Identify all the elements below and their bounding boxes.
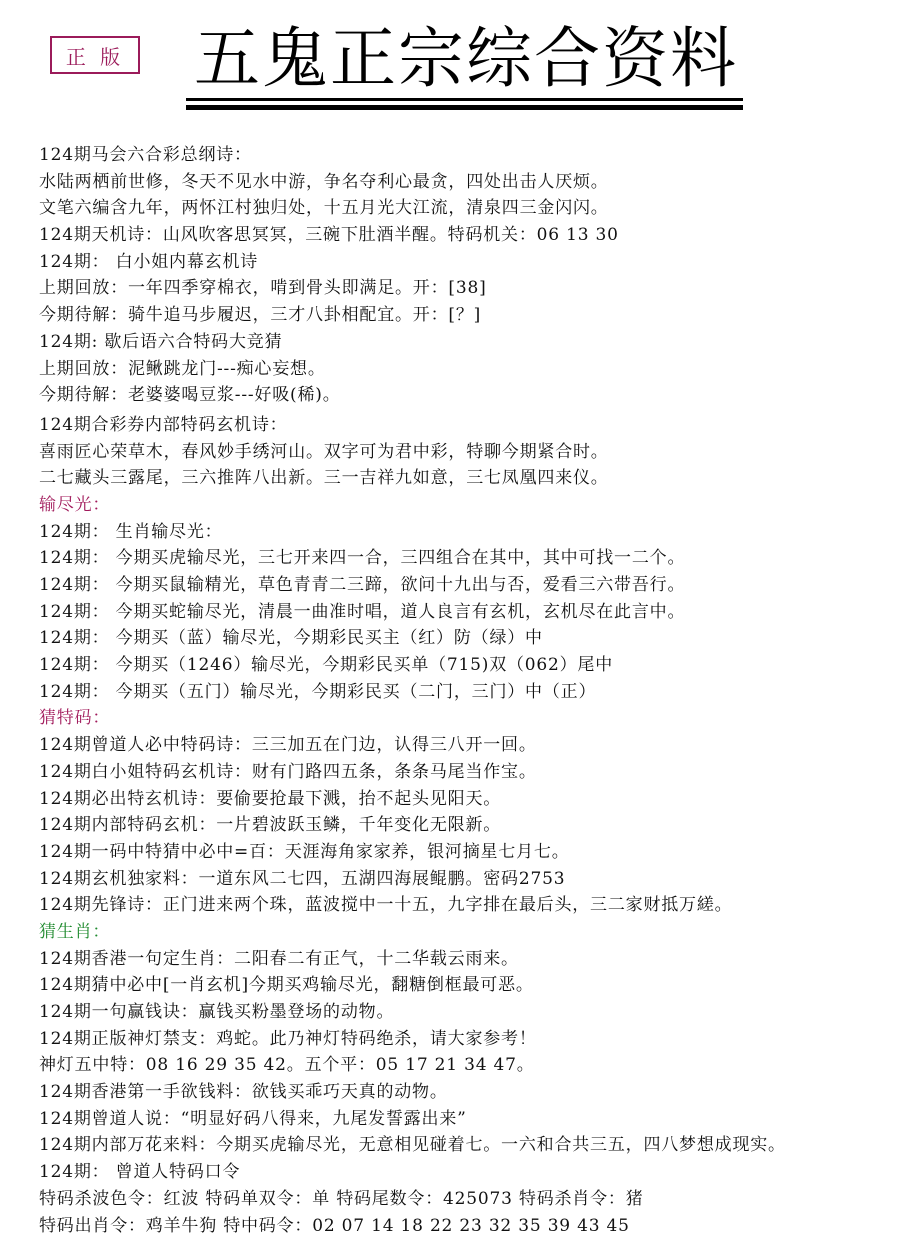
text-line: 特码杀波色令：红波 特码单双令：单 特码尾数令：425073 特码杀肖令：猪 [39,1188,644,1209]
text-line: 124期： 曾道人特码口令 [39,1162,241,1183]
text-line: 124期合彩券内部特码玄机诗： [39,414,288,435]
section-heading-guess-zodiac: 猜生肖： [39,921,111,942]
text-line: 124期一句赢钱诀：赢钱买粉墨登场的动物。 [39,1002,395,1022]
text-line: 124期内部万花来料：今期买虎输尽光，无意相见碰着七。一六和合共三五，四八梦想成现实。 [39,1135,786,1156]
text-line: 124期： 今期买（1246）输尽光，今期彩民买单（715)双（062）尾中 [39,655,614,676]
document-body [39,142,889,1239]
text-line: 二七藏头三露尾，三六推阵八出新。三一吉祥九如意，三七凤凰四来仪。 [39,468,609,489]
section-heading-lose-all: 输尽光： [39,494,111,515]
text-line: 124期： 生肖输尽光： [39,521,223,542]
text-line: 124期： 今期买（五门）输尽光，今期彩民买（二门，三门）中（正） [39,681,597,702]
text-line: 124期一码中特猜中必中=百：天涯海角家家养，银河摘星七月七。 [39,841,570,862]
page-title: 五鬼正宗综合资料 [194,20,738,97]
text-line: 今期待解：老婆婆喝豆浆---好吸(稀)。 [39,385,341,406]
text-line: 124期正版神灯禁支：鸡蛇。此乃神灯特码绝杀，请大家参考！ [39,1028,537,1049]
text-line: 124期： 今期买蛇输尽光，清晨一曲准时唱，道人良言有玄机，玄机尽在此言中。 [39,601,686,622]
text-line: 124期天机诗：山风吹客思冥冥，三碗下肚酒半醒。特码机关：06 13 30 [39,225,619,246]
text-line: 124期曾道人必中特码诗：三三加五在门边，认得三八开一回。 [39,735,537,756]
text-line: 水陆两栖前世修，冬天不见水中游，争名夺利心最贪，四处出击人厌烦。 [39,171,609,192]
title-underline-thick [186,105,743,110]
text-line: 124期： 今期买（蓝）输尽光，今期彩民买主（红）防（绿）中 [39,628,543,649]
text-line: 124期猜中必中[一肖玄机]今期买鸡输尽光，翻糖倒框最可恶。 [39,975,534,996]
text-line: 今期待解：骑牛追马步履迟，三才八卦相配宜。开：[？] [39,305,482,326]
text-line: 124期曾道人说：“明显好码八得来，九尾发誓露出来” [39,1108,467,1129]
text-line: 上期回放：一年四季穿棉衣，啃到骨头即满足。开：[38] [39,278,487,299]
text-line: 124期： 白小姐内幕玄机诗 [39,251,259,272]
section-heading-guess-code: 猜特码： [39,708,111,729]
text-line: 上期回放：泥鳅跳龙门---痴心妄想。 [39,358,326,379]
text-line: 喜雨匠心荣草木，春风妙手绣河山。双字可为君中彩，特聊今期紧合时。 [39,441,609,462]
text-line: 124期先锋诗：正门进来两个珠，蓝波搅中一十五，九字排在最后头，三二家财抵万縒。 [39,895,733,916]
text-line: 124期必出特玄机诗：要偷要抢最下溅，抬不起头见阳天。 [39,788,502,809]
text-line: 124期玄机独家料：一道东风二七四，五湖四海展鲲鹏。密码2753 [39,868,566,889]
text-line: 文笔六编含九年，两怀江村独归处，十五月光大江流，清泉四三金闪闪。 [39,198,609,219]
text-line: 特码出肖令：鸡羊牛狗 特中码令：02 07 14 18 22 23 32 35 39 43 45 [39,1215,630,1236]
text-line: 124期白小姐特码玄机诗：财有门路四五条，条条马尾当作宝。 [39,761,537,782]
text-line: 124期香港一句定生肖：二阳春二有正气，十二华载云雨来。 [39,948,519,969]
text-line: 神灯五中特：08 16 29 35 42。五个平：05 17 21 34 47。 [39,1055,535,1076]
text-line: 124期内部特码玄机：一片碧波跃玉鳞，千年变化无限新。 [39,815,502,836]
text-line: 124期： 今期买虎输尽光，三七开来四一合，三四组合在其中，其中可找一二个。 [39,548,686,569]
text-line: 124期: 歇后语六合特码大竞猜 [39,331,283,352]
text-line: 124期马会六合彩总纲诗： [39,145,252,165]
text-line: 124期香港第一手欲钱料：欲钱买乖巧天真的动物。 [39,1082,448,1103]
genuine-badge: 正 版 [50,36,140,74]
title-underline [186,98,743,101]
text-line: 124期： 今期买鼠输精光，草色青青二三蹄，欲问十九出与否，爱看三六带吾行。 [39,575,686,595]
